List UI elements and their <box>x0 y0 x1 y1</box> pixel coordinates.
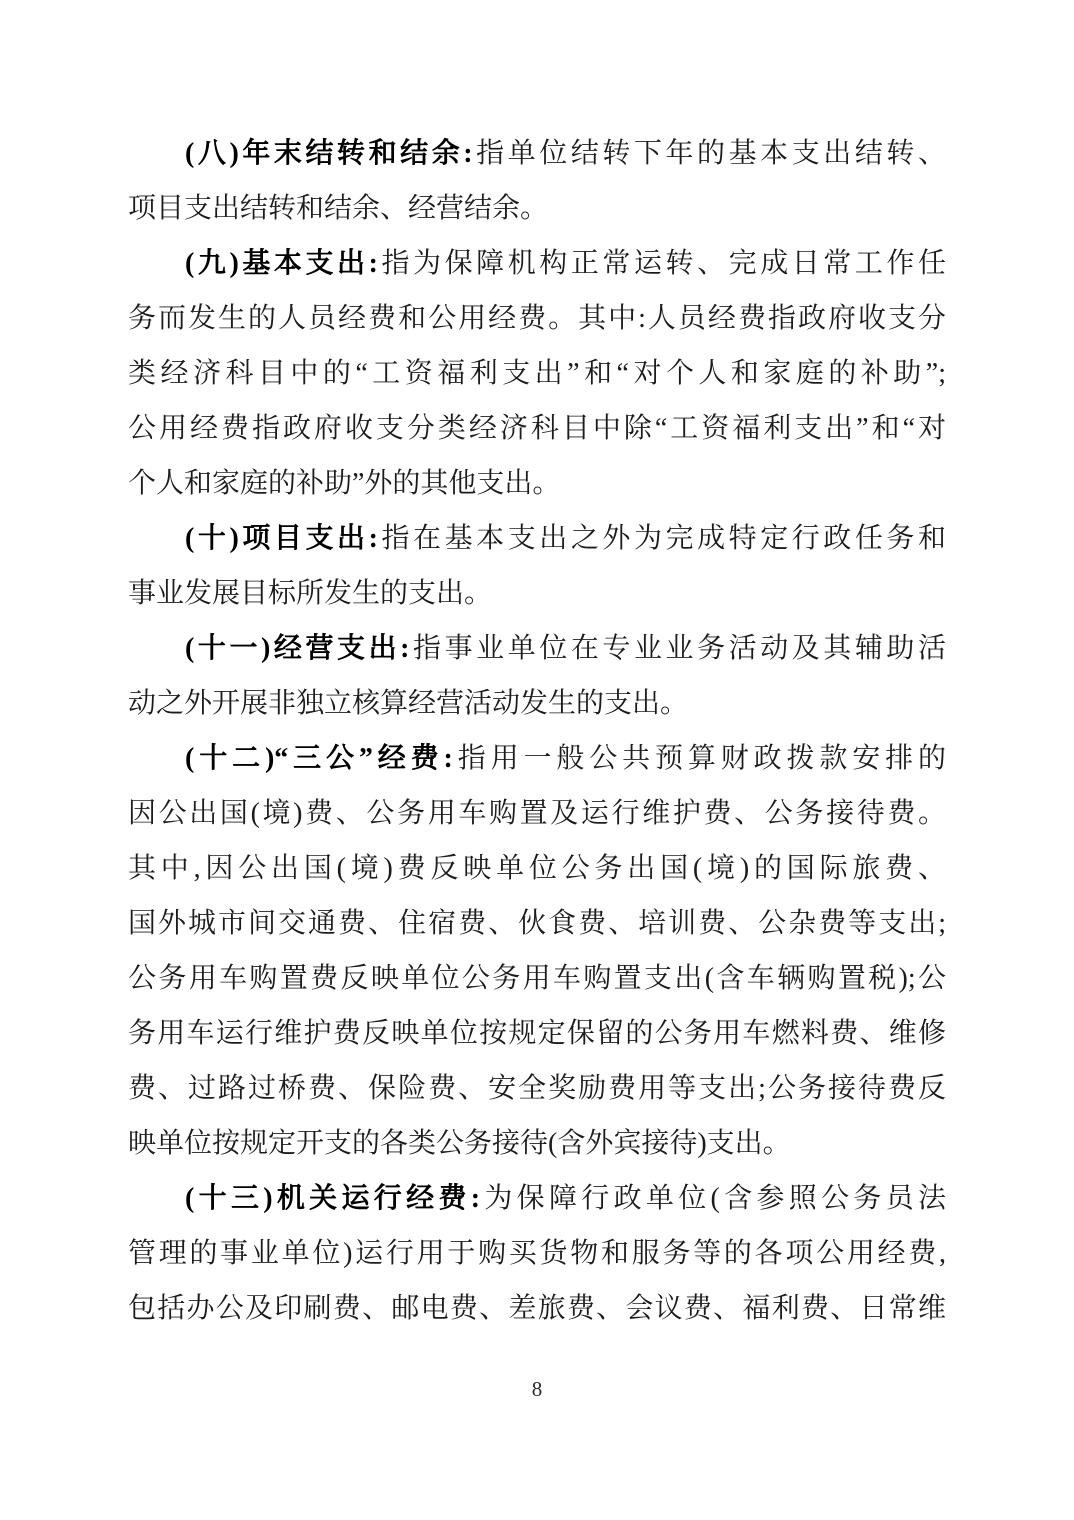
text-line <box>128 951 946 1006</box>
text-line <box>128 126 946 181</box>
body-text: 事业发展目标所发生的支出。 <box>128 578 493 609</box>
body-text: 费、过路过桥费、保险费、安全奖励费用等支出;公务接待费反 <box>128 1073 946 1104</box>
text-line <box>128 1061 946 1116</box>
page-number: 8 <box>531 1377 543 1401</box>
text-line <box>128 291 946 346</box>
text-line <box>128 346 946 401</box>
text-line <box>128 1171 946 1226</box>
text-line <box>128 401 946 456</box>
body-text: 指用一般公共预算财政拨款安排的 <box>452 743 946 774</box>
text-line <box>128 1006 946 1061</box>
text-line <box>128 1281 946 1336</box>
body-text: 个人和家庭的补助”外的其他支出。 <box>128 468 561 499</box>
paragraph <box>128 511 946 621</box>
text-line <box>128 621 946 676</box>
term-label: (十)项目支出: <box>185 523 378 554</box>
document-body <box>128 126 946 1336</box>
text-line <box>128 786 946 841</box>
body-text: 动之外开展非独立核算经营活动发生的支出。 <box>128 688 689 719</box>
paragraph <box>128 1171 946 1336</box>
paragraph <box>128 731 946 1171</box>
term-label: (九)基本支出: <box>185 248 378 279</box>
text-line <box>128 676 946 731</box>
body-text: 类经济科目中的“工资福利支出”和“对个人和家庭的补助”; <box>128 358 946 389</box>
body-text: 管理的事业单位)运行用于购买货物和服务等的各项公用经费, <box>128 1238 946 1269</box>
paragraph <box>128 126 946 236</box>
body-text: 为保障行政单位(含参照公务员法 <box>480 1183 947 1214</box>
body-text: 指单位结转下年的基本支出结转、 <box>472 138 946 169</box>
body-text: 项目支出结转和结余、经营结余。 <box>128 193 549 224</box>
body-text: 指为保障机构正常运转、完成日常工作任 <box>377 248 946 279</box>
text-line <box>128 181 946 236</box>
body-text: 国外城市间交通费、住宿费、伙食费、培训费、公杂费等支出; <box>128 908 946 939</box>
paragraph <box>128 236 946 511</box>
text-line <box>128 731 946 786</box>
body-text: 务用车运行维护费反映单位按规定保留的公务用车燃料费、维修 <box>128 1018 946 1049</box>
text-line <box>128 236 946 291</box>
body-text: 包括办公及印刷费、邮电费、差旅费、会议费、福利费、日常维 <box>128 1293 946 1324</box>
body-text: 指在基本支出之外为完成特定行政任务和 <box>377 523 946 554</box>
text-line <box>128 841 946 896</box>
term-label: (十二)“三公”经费: <box>185 743 453 774</box>
body-text: 公务用车购置费反映单位公务用车购置支出(含车辆购置税);公 <box>128 963 946 994</box>
body-text: 公用经费指政府收支分类经济科目中除“工资福利支出”和“对 <box>128 413 946 444</box>
paragraph <box>128 621 946 731</box>
text-line <box>128 896 946 951</box>
body-text: 映单位按规定开支的各类公务接待(含外宾接待)支出。 <box>128 1128 791 1159</box>
text-line <box>128 1116 946 1171</box>
body-text: 务而发生的人员经费和公用经费。其中:人员经费指政府收支分 <box>128 303 946 334</box>
text-line <box>128 566 946 621</box>
body-text: 因公出国(境)费、公务用车购置及运行维护费、公务接待费。 <box>128 798 946 829</box>
term-label: (十一)经营支出: <box>185 633 410 664</box>
text-line <box>128 511 946 566</box>
body-text: 指事业单位在专业业务活动及其辅助活 <box>409 633 946 664</box>
term-label: (十三)机关运行经费: <box>185 1183 481 1214</box>
text-line <box>128 456 946 511</box>
term-label: (八)年末结转和结余: <box>185 138 473 169</box>
body-text: 其中,因公出国(境)费反映单位公务出国(境)的国际旅费、 <box>128 853 946 884</box>
text-line <box>128 1226 946 1281</box>
